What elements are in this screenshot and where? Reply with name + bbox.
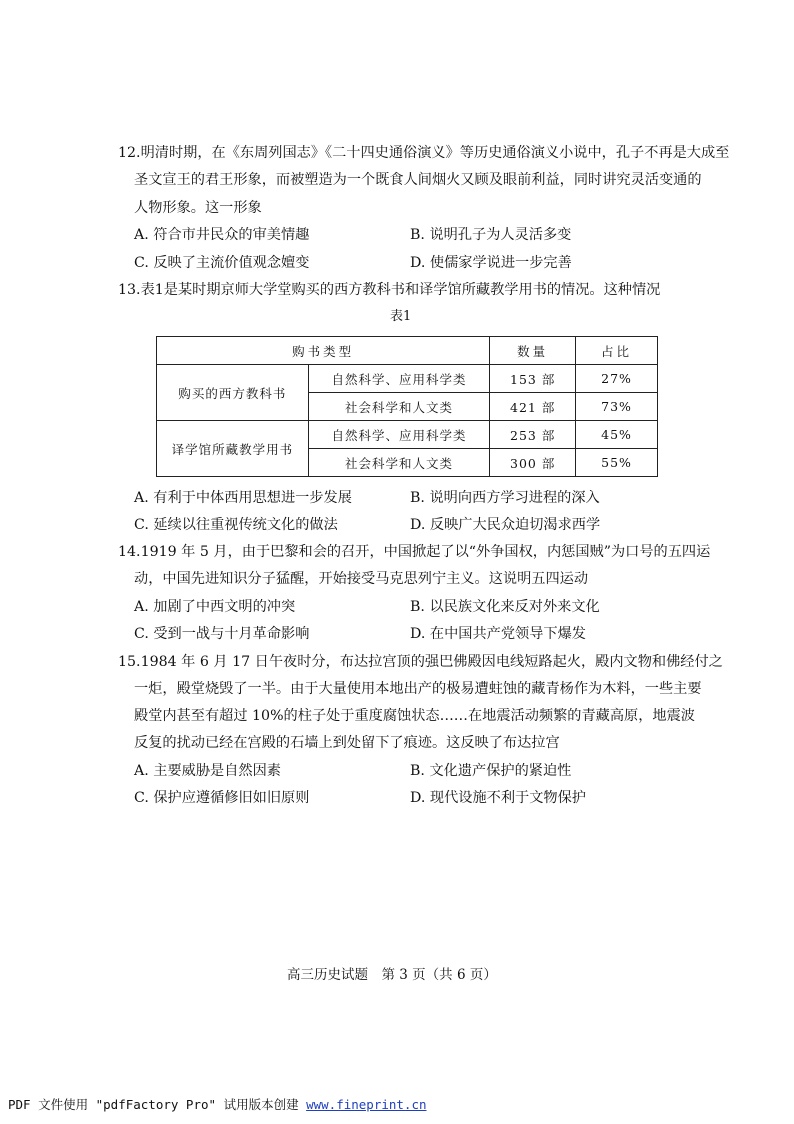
option-d: D. 使儒家学说进一步完善 [410,255,572,271]
option-a: A. 加剧了中西文明的冲突 [134,599,296,615]
count-cell: 153 部 [490,365,576,393]
option-c: C. 保护应遵循修旧如旧原则 [134,790,310,806]
question-stem-line: 15.1984 年 6 月 17 日午夜时分，布达拉宫顶的强巴佛殿因电线短路起火，殿内文物和佛经付之 [118,654,723,670]
option-c: C. 反映了主流价值观念嬗变 [134,255,310,271]
ratio-cell: 45% [576,421,658,449]
option-d: D. 反映广大民众迫切渴求西学 [410,517,601,533]
table-row [157,365,658,393]
ratio-cell: 27% [576,365,658,393]
pdf-note-text: PDF 文件使用 "pdfFactory Pro" 试用版本创建 [8,1097,307,1112]
option-b: B. 以民族文化来反对外来文化 [410,599,600,615]
question-stem-line: 13.表1是某时期京师大学堂购买的西方教科书和译学馆所藏教学用书的情况。这种情况 [118,282,661,298]
fineprint-link[interactable]: www.fineprint.cn [306,1097,427,1112]
header-book-type: 购书类型 [157,337,490,365]
category-cell: 社会科学和人文类 [308,393,490,421]
option-b: B. 说明孔子为人灵活多变 [410,227,572,243]
question-stem-line: 殿堂内甚至有超过 10%的柱子处于重度腐蚀状态……在地震活动频繁的青藏高原，地震波 [134,708,695,724]
table-row [157,421,658,449]
ratio-cell: 73% [576,393,658,421]
question-stem-line: 动，中国先进知识分子猛醒，开始接受马克思列宁主义。这说明五四运动 [134,571,589,587]
group-name: 译学馆所藏教学用书 [157,421,309,477]
pdf-factory-note [8,1095,427,1113]
ratio-cell: 55% [576,449,658,477]
count-cell: 253 部 [490,421,576,449]
option-d: D. 在中国共产党领导下爆发 [410,626,586,642]
option-b: B. 说明向西方学习进程的深入 [410,490,600,506]
option-a: A. 主要威胁是自然因素 [134,763,281,779]
question-stem-line: 圣文宣王的君王形象，而被塑造为一个既食人间烟火又顾及眼前利益，同时讲究灵活变通的 [134,172,702,188]
category-cell: 自然科学、应用科学类 [308,421,490,449]
option-a: A. 符合市井民众的审美情趣 [134,227,310,243]
group-name: 购买的西方教科书 [157,365,309,421]
question-stem-line: 14.1919 年 5 月，由于巴黎和会的召开，中国掀起了以“外争国权，内惩国贼”为口号的五四运 [118,544,711,560]
question-stem-line: 人物形象。这一形象 [134,200,262,216]
count-cell: 421 部 [490,393,576,421]
option-c: C. 受到一战与十月革命影响 [134,626,310,642]
option-c: C. 延续以往重视传统文化的做法 [134,517,338,533]
option-d: D. 现代设施不利于文物保护 [410,790,586,806]
question-stem-line: 一炬，殿堂烧毁了一半。由于大量使用本地出产的极易遭蛀蚀的藏青杨作为木料，一些主要 [134,681,702,697]
header-count: 数量 [490,337,576,365]
header-ratio: 占比 [576,337,658,365]
count-cell: 300 部 [490,449,576,477]
page-footer: 高三历史试题 第 3 页（共 6 页） [287,967,497,983]
question-stem-line: 12.明清时期，在《东周列国志》《二十四史通俗演义》等历史通俗演义小说中，孔子不再是大成至 [118,145,730,161]
question-stem-line: 反复的扰动已经在宫殿的石墙上到处留下了痕迹。这反映了布达拉宫 [134,735,560,751]
category-cell: 社会科学和人文类 [308,449,490,477]
category-cell: 自然科学、应用科学类 [308,365,490,393]
option-a: A. 有利于中体西用思想进一步发展 [134,490,352,506]
table-title: 表1 [390,309,412,324]
option-b: B. 文化遗产保护的紧迫性 [410,763,572,779]
book-table [156,336,658,477]
